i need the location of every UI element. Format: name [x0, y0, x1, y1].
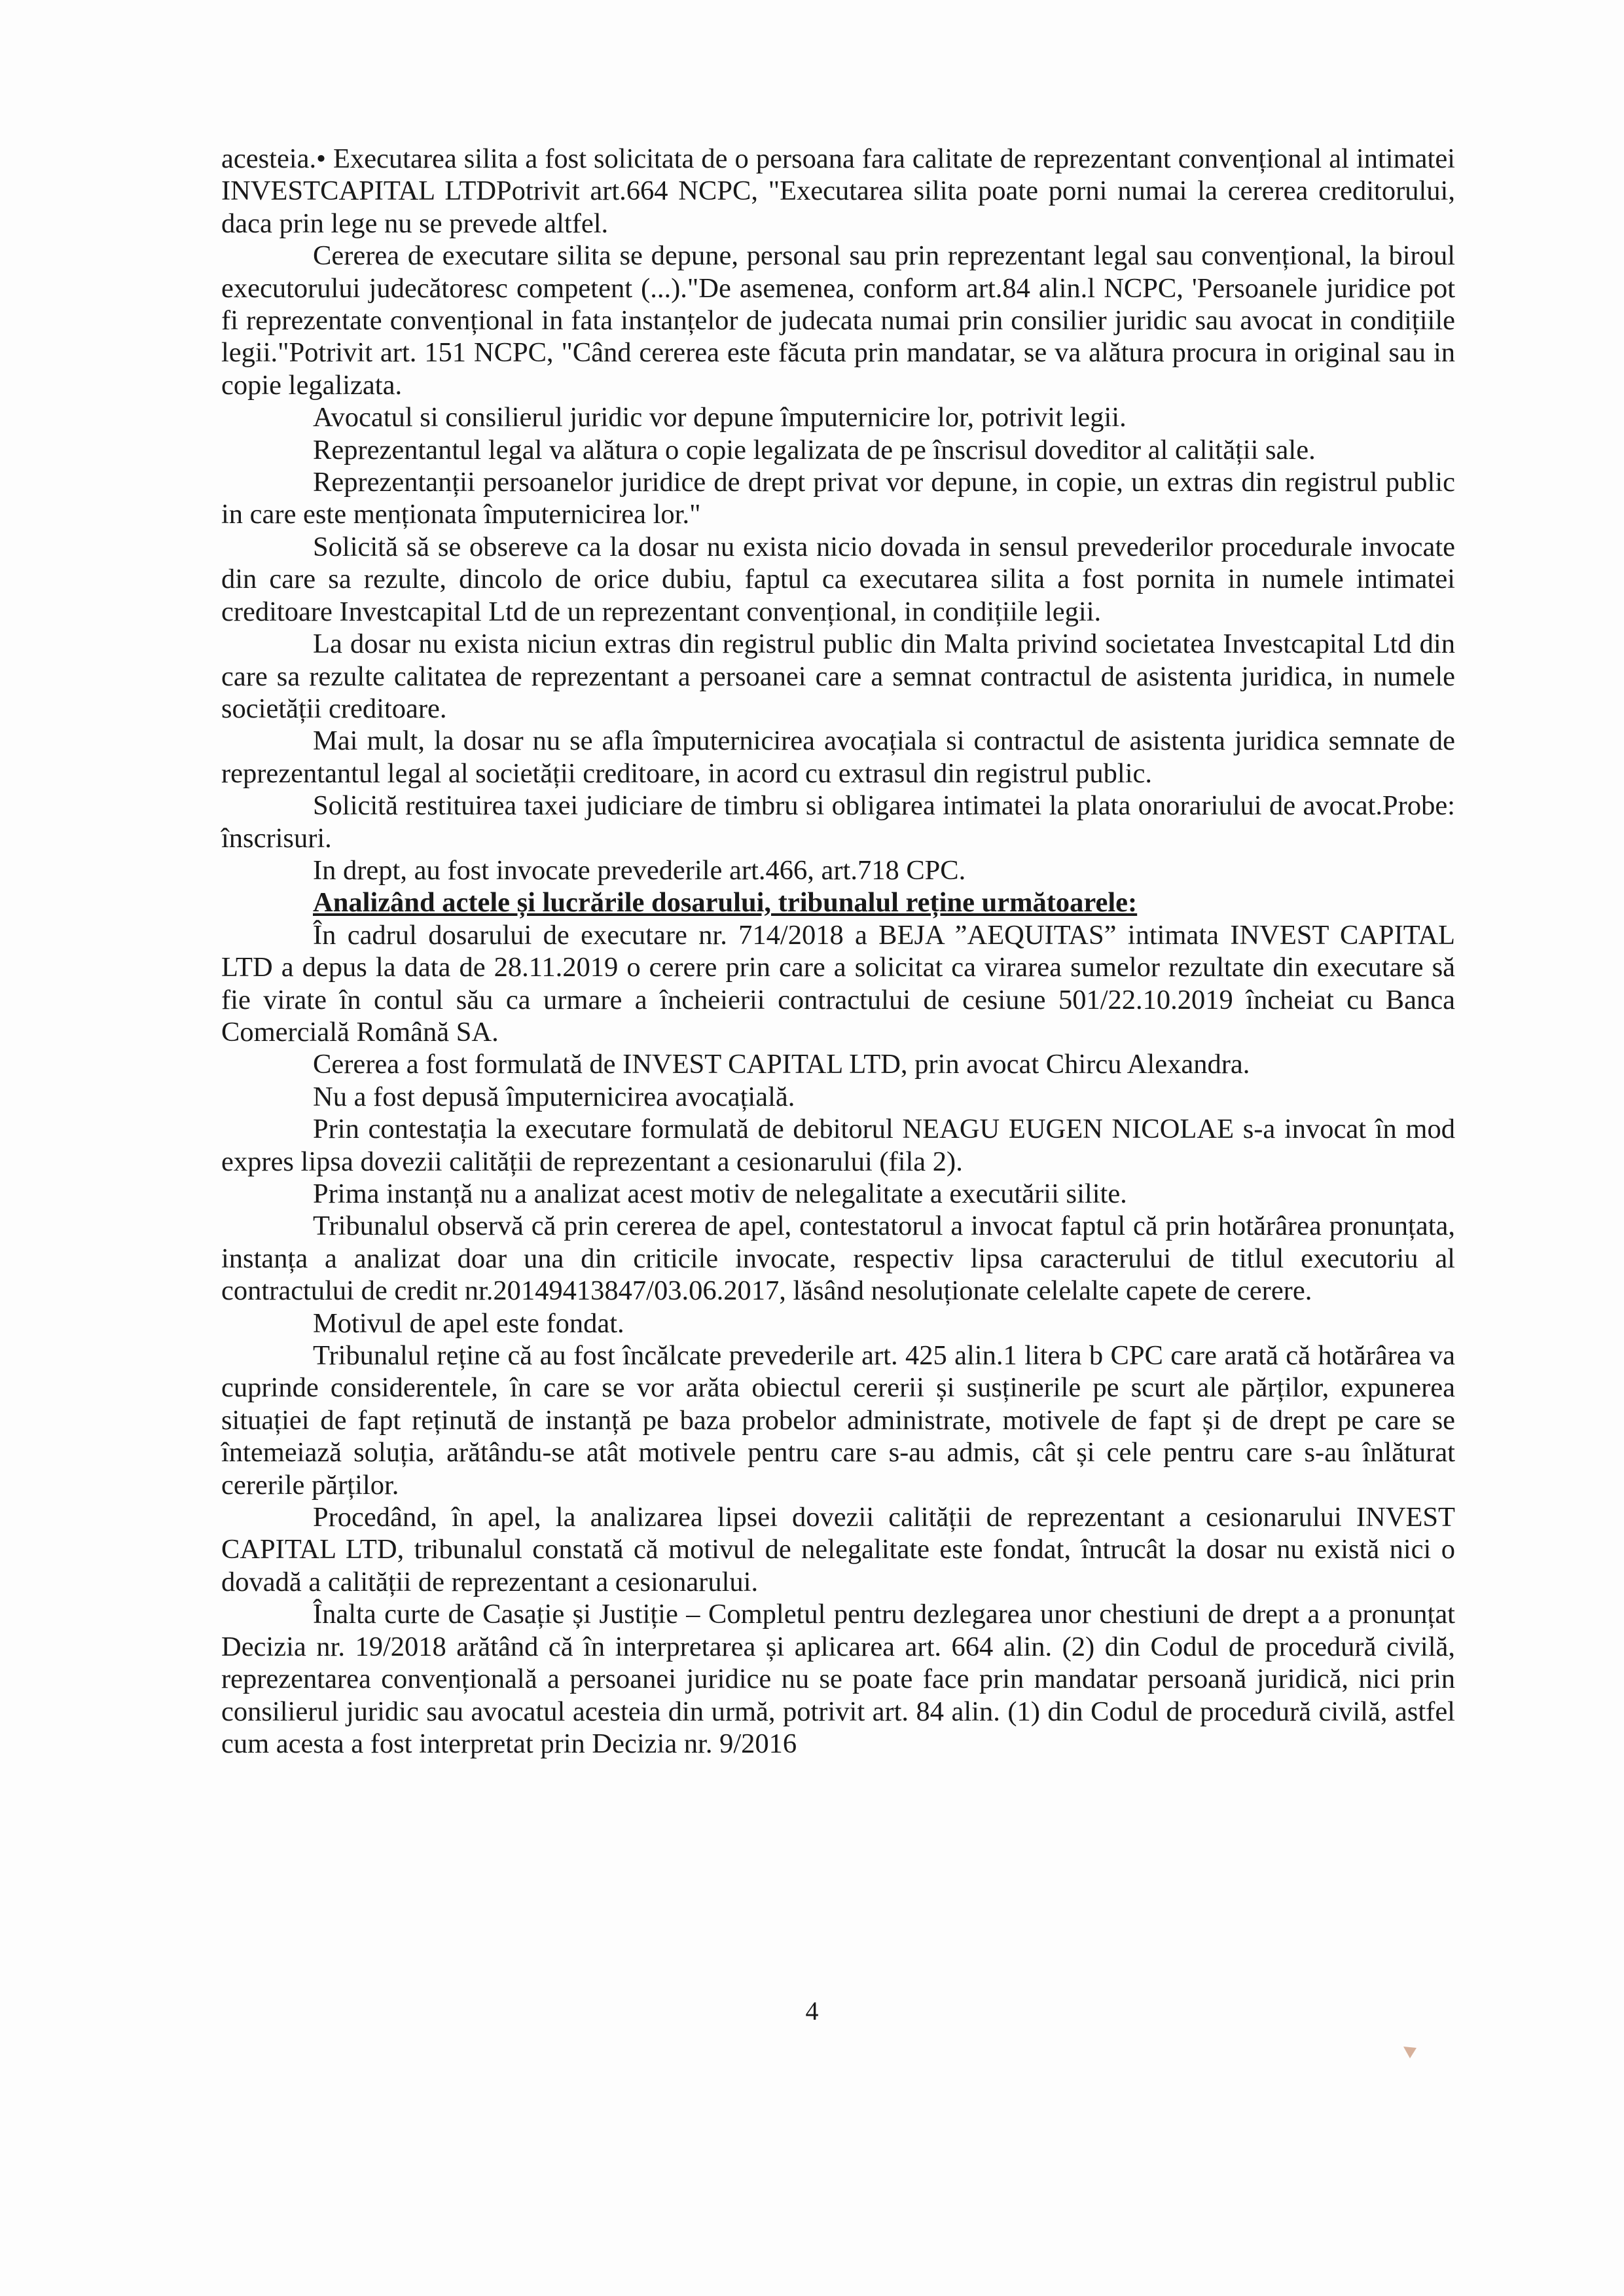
- paragraph: Tribunalul observă că prin cererea de apel, contestatorul a invocat faptul că prin hotărârea pronunțata, instanța a analizat doar una din criticile invocate, respectiv lipsa caracterului de titlul executoriu al contractului de credit nr.20149413847/03.06.2017, lăsând nesoluționate celelalte capete de cerere.: [221, 1211, 1455, 1307]
- paragraph: Solicită să se obsereve ca la dosar nu exista nicio dovada in sensul prevederilor procedurale invocate din care sa rezulte, dincolo de orice dubiu, faptul ca executarea silita a fost pornita in numele intimatei creditoare Investcapital Ltd de un reprezentant convențional, in condițiile legii.: [221, 531, 1455, 627]
- paragraph: Mai mult, la dosar nu se afla împuternicirea avocațiala si contractul de asistenta juridica semnate de reprezentantul legal al societății creditoare, in acord cu extrasul din registrul public.: [221, 725, 1455, 789]
- paragraph: acesteia.• Executarea silita a fost solicitata de o persoana fara calitate de reprezentant convențional al intimatei INVESTCAPITAL LTDPotrivit art.664 NCPC, "Executarea silita poate porni numai la cererea creditorului, daca prin lege nu se prevede altfel.: [221, 143, 1455, 239]
- paragraph: La dosar nu exista niciun extras din registrul public din Malta privind societatea Investcapital Ltd din care sa rezulte calitatea de reprezentant a persoanei care a semnat contractul de asistenta juridica, in numele societății creditoare.: [221, 629, 1455, 724]
- paragraph: Avocatul si consilierul juridic vor depune împuternicire lor, potrivit legii.: [313, 402, 1127, 433]
- paragraph: Tribunalul reține că au fost încălcate prevederile art. 425 alin.1 litera b CPC care arată că hotărârea va cuprinde considerentele, în care se vor arăta obiectul cererii și susținerile pe scurt ale părților, expunerea situației de fapt reținută de instanță pe baza probelor administrate, motivele de fapt și de drept pe care se întemeiază soluția, arătându-se atât motivele pentru care s-au admis, cât și cele pentru care s-au înlăturat cererile părților.: [221, 1340, 1455, 1501]
- document-body: [221, 143, 1455, 1760]
- paragraph: Motivul de apel este fondat.: [313, 1307, 624, 1339]
- paragraph: Procedând, în apel, la analizarea lipsei dovezii calității de reprezentant a cesionarului INVEST CAPITAL LTD, tribunalul constată că motivul de nelegalitate este fondat, întrucât la dosar nu există nici o dovadă a calității de reprezentant a cesionarului.: [221, 1502, 1455, 1597]
- stray-ink-mark: [1401, 2043, 1419, 2061]
- paragraph: Prima instanță nu a analizat acest motiv de nelegalitate a executării silite.: [313, 1178, 1127, 1209]
- page-number: 4: [805, 1996, 819, 2026]
- paragraph: Reprezentantul legal va alătura o copie legalizata de pe înscrisul doveditor al calității sale.: [313, 434, 1316, 465]
- paragraph: Reprezentanții persoanelor juridice de drept privat vor depune, in copie, un extras din registrul public in care este menționata împuternicirea lor.": [221, 467, 1455, 530]
- paragraph: Cererea de executare silita se depune, personal sau prin reprezentant legal sau convențional, la biroul executorului judecătoresc competent (...)."De asemenea, conform art.84 alin.l NCPC, 'Persoanele juridice pot fi reprezentate convențional in fata instanțelor de judecata numai prin consilier juridic sau avocat in condițiile legii."Potrivit art. 151 NCPC, "Când cererea este făcuta prin mandatar, se va alătura procura in original sau in copie legalizata.: [221, 240, 1455, 401]
- paragraph: In drept, au fost invocate prevederile art.466, art.718 CPC.: [313, 854, 966, 886]
- section-heading: Analizând actele și lucrările dosarului, tribunalul reține următoarele:: [313, 887, 1138, 919]
- paragraph: Înalta curte de Casație și Justiție – Completul pentru dezlegarea unor chestiuni de drept a a pronunțat Decizia nr. 19/2018 arătând că în interpretarea și aplicarea art. 664 alin. (2) din Codul de procedură civilă, reprezentarea convențională a persoanei juridice nu se poate face prin mandatar persoană juridică, nici prin consilierul juridic sau avocatul acesteia din urmă, potrivit art. 84 alin. (1) din Codul de procedură civilă, astfel cum acesta a fost interpretat prin Decizia nr. 9/2016: [221, 1599, 1455, 1759]
- paragraph: În cadrul dosarului de executare nr. 714/2018 a BEJA ”AEQUITAS” intimata INVEST CAPITAL LTD a depus la data de 28.11.2019 o cerere prin care a solicitat ca virarea sumelor rezultate din executare să fie virate în contul său ca urmare a încheierii contractului de cesiune 501/22.10.2019 încheiat cu Banca Comercială Română SA.: [221, 919, 1455, 1048]
- paragraph: Cererea a fost formulată de INVEST CAPITAL LTD, prin avocat Chircu Alexandra.: [313, 1049, 1250, 1080]
- paragraph: Nu a fost depusă împuternicirea avocațială.: [313, 1081, 795, 1112]
- paragraph: Prin contestația la executare formulată de debitorul NEAGU EUGEN NICOLAE s-a invocat în mod expres lipsa dovezii calității de reprezentant a cesionarului (fila 2).: [221, 1114, 1455, 1177]
- paragraph: Solicită restituirea taxei judiciare de timbru si obligarea intimatei la plata onorariului de avocat.Probe: înscrisuri.: [221, 790, 1455, 854]
